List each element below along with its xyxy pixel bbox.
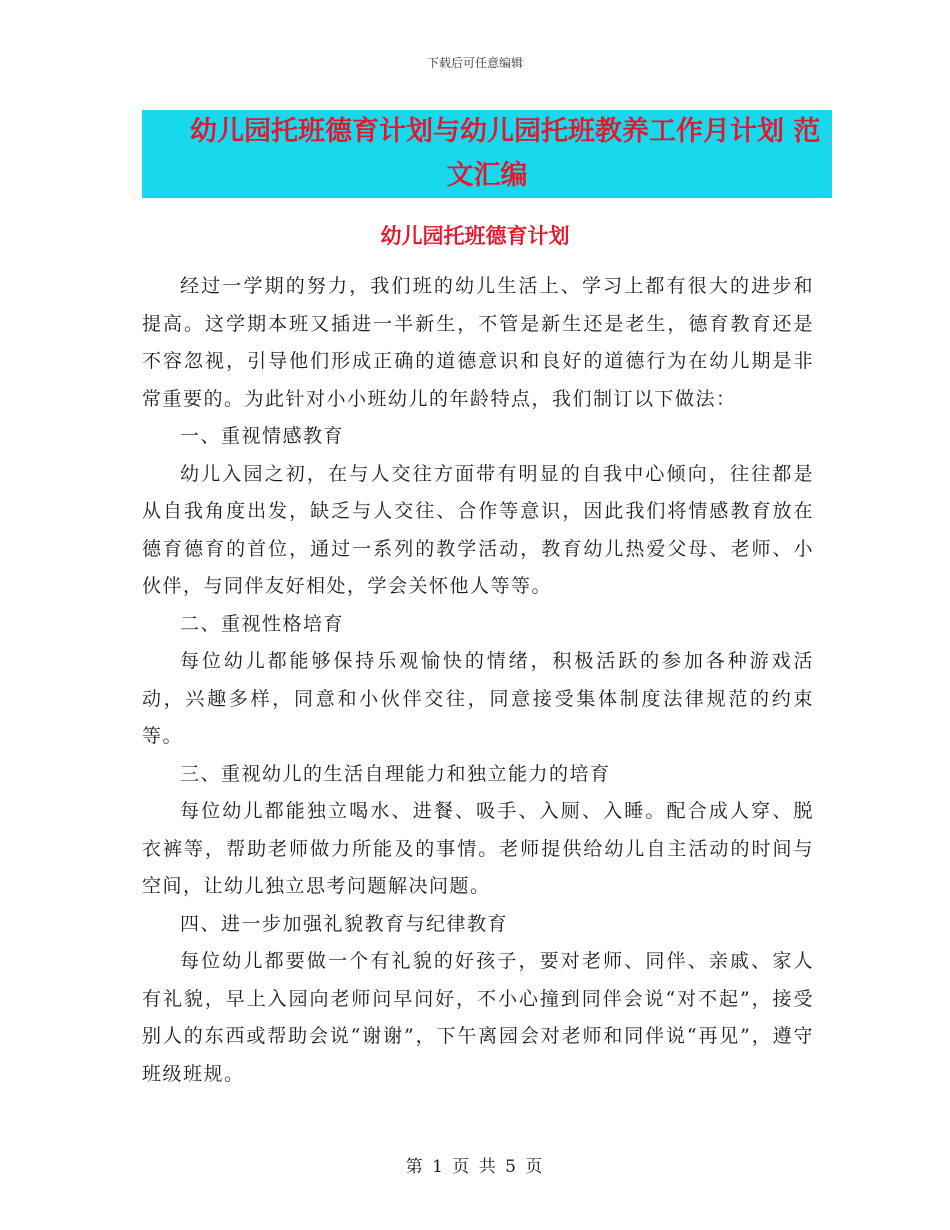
- title-line-2: 文汇编: [446, 160, 528, 191]
- intro-paragraph: 经过一学期的努力，我们班的幼儿生活上、学习上都有很大的进步和提高。这学期本班又插进一半新生，不管是新生还是老生，德育教育还是不容忽视，引导他们形成正确的道德意识和良好的道德行为在幼儿期是非常重要的。为此针对小小班幼儿的年龄特点，我们制订以下做法：: [142, 275, 814, 410]
- section-title: 幼儿园托班德育计划: [380, 224, 570, 248]
- section-heading-2: 二、重视性格培育: [180, 612, 345, 635]
- document-body: [142, 268, 814, 1093]
- section-heading-3: 三、重视幼儿的生活自理能力和独立能力的培育: [180, 762, 611, 785]
- body-paragraph-1: 幼儿入园之初，在与人交往方面带有明显的自我中心倾向，往往都是从自我角度出发，缺乏与人交往、合作等意识，因此我们将情感教育放在德育德育的首位，通过一系列的教学活动，教育幼儿热爱父母、老师、小伙伴，与同伴友好相处，学会关怀他人等等。: [142, 462, 814, 597]
- body-paragraph-2: 每位幼儿都能够保持乐观愉快的情绪，积极活跃的参加各种游戏活动，兴趣多样，同意和小伙伴交往，同意接受集体制度法律规范的约束等。: [142, 650, 814, 747]
- section-heading-4: 四、进一步加强礼貌教育与纪律教育: [180, 912, 509, 935]
- body-paragraph-3: 每位幼儿都能独立喝水、进餐、吸手、入厕、入睡。配合成人穿、脱衣裤等，帮助老师做力所能及的事情。老师提供给幼儿自主活动的时间与空间，让幼儿独立思考问题解决问题。: [142, 800, 814, 897]
- document-title: [142, 110, 832, 198]
- header-note: 下载后可任意编辑: [426, 56, 523, 70]
- body-paragraph-4: 每位幼儿都要做一个有礼貌的好孩子，要对老师、同伴、亲戚、家人有礼貌，早上入园向老师问早问好，不小心撞到同伴会说“对不起”，接受别人的东西或帮助会说“谢谢”，下午离园会对老师和同伴说“再见”，遵守班级班规。: [142, 950, 814, 1085]
- section-heading-1: 一、重视情感教育: [180, 425, 345, 447]
- page-footer: 第 1 页 共 5 页: [405, 1157, 545, 1177]
- title-line-1: 幼儿园托班德育计划与幼儿园托班教养工作月计划 范: [190, 116, 821, 147]
